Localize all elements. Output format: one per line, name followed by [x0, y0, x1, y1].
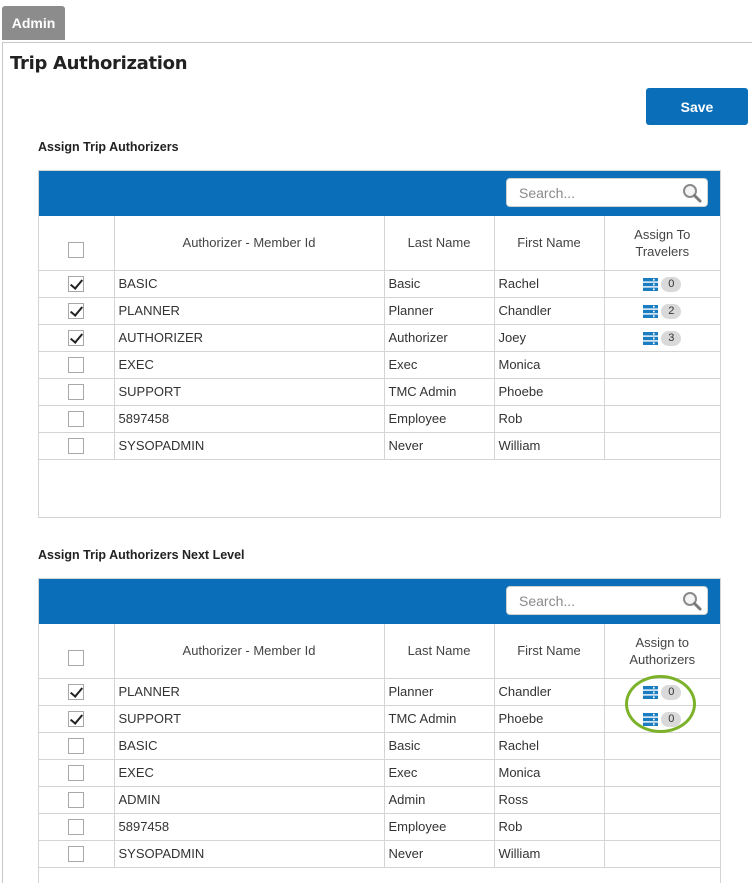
row-checkbox-cell [39, 405, 114, 432]
assign-cell [604, 786, 720, 813]
row-checkbox-cell [39, 432, 114, 459]
assign-cell [604, 324, 720, 351]
table-row [39, 813, 720, 840]
assign-button[interactable] [643, 304, 681, 319]
last-name-cell: TMC Admin [384, 705, 494, 732]
search-icon[interactable] [681, 182, 703, 204]
row-checkbox-cell [39, 324, 114, 351]
last-name-cell: Exec [384, 351, 494, 378]
column-header-member-id[interactable]: Authorizer - Member Id [114, 624, 384, 678]
member-id-cell: EXEC [114, 759, 384, 786]
first-name-cell: Rob [494, 405, 604, 432]
member-id-cell: BASIC [114, 270, 384, 297]
admin-tab[interactable]: Admin [2, 6, 65, 40]
section-title-next-level: Assign Trip Authorizers Next Level [38, 548, 245, 562]
row-checkbox[interactable] [68, 711, 84, 727]
first-name-cell: Rachel [494, 270, 604, 297]
column-header-first-name[interactable]: First Name [494, 624, 604, 678]
assign-cell [604, 378, 720, 405]
row-checkbox-cell [39, 378, 114, 405]
row-checkbox[interactable] [68, 438, 84, 454]
search-box [506, 586, 708, 615]
row-checkbox[interactable] [68, 330, 84, 346]
table-header-row [39, 216, 720, 270]
trip-authorizers-grid [38, 170, 721, 518]
authorizers-table [39, 216, 720, 460]
row-checkbox[interactable] [68, 384, 84, 400]
member-id-cell: SYSOPADMIN [114, 432, 384, 459]
table-row [39, 432, 720, 459]
first-name-cell: Phoebe [494, 378, 604, 405]
last-name-cell: Employee [384, 813, 494, 840]
grid-toolbar [39, 579, 720, 624]
assign-cell [604, 705, 720, 732]
assign-button[interactable] [643, 277, 681, 292]
row-checkbox[interactable] [68, 846, 84, 862]
last-name-cell: Planner [384, 297, 494, 324]
first-name-cell: Joey [494, 324, 604, 351]
member-id-cell: ADMIN [114, 786, 384, 813]
first-name-cell: Monica [494, 759, 604, 786]
last-name-cell: Planner [384, 678, 494, 705]
header-checkbox-cell [39, 624, 114, 678]
row-checkbox-cell [39, 270, 114, 297]
table-row [39, 270, 720, 297]
row-checkbox-cell [39, 840, 114, 867]
assign-cell [604, 759, 720, 786]
row-checkbox-cell [39, 786, 114, 813]
first-name-cell: Chandler [494, 678, 604, 705]
save-button[interactable]: Save [646, 88, 748, 125]
assign-cell [604, 351, 720, 378]
assign-cell [604, 840, 720, 867]
assign-cell [604, 813, 720, 840]
column-header-first-name[interactable]: First Name [494, 216, 604, 270]
row-checkbox[interactable] [68, 684, 84, 700]
row-checkbox-cell [39, 297, 114, 324]
column-header-assign-travelers[interactable]: Assign To Travelers [604, 216, 720, 270]
next-level-table [39, 624, 720, 868]
last-name-cell: Basic [384, 270, 494, 297]
member-id-cell: BASIC [114, 732, 384, 759]
assign-button[interactable] [643, 712, 681, 727]
first-name-cell: Ross [494, 786, 604, 813]
last-name-cell: Basic [384, 732, 494, 759]
first-name-cell: Chandler [494, 297, 604, 324]
assign-cell [604, 732, 720, 759]
column-header-last-name[interactable]: Last Name [384, 216, 494, 270]
table-row [39, 678, 720, 705]
last-name-cell: Never [384, 840, 494, 867]
row-checkbox[interactable] [68, 765, 84, 781]
select-all-checkbox[interactable] [68, 242, 84, 258]
count-badge: 2 [661, 304, 681, 319]
first-name-cell: Phoebe [494, 705, 604, 732]
assign-cell [604, 432, 720, 459]
grid-empty-area [39, 460, 720, 517]
list-icon [643, 686, 658, 699]
first-name-cell: Rachel [494, 732, 604, 759]
table-row [39, 732, 720, 759]
search-box [506, 178, 708, 207]
table-row [39, 351, 720, 378]
last-name-cell: Never [384, 432, 494, 459]
row-checkbox[interactable] [68, 357, 84, 373]
member-id-cell: 5897458 [114, 813, 384, 840]
last-name-cell: Admin [384, 786, 494, 813]
table-row [39, 297, 720, 324]
member-id-cell: PLANNER [114, 297, 384, 324]
row-checkbox[interactable] [68, 276, 84, 292]
member-id-cell: AUTHORIZER [114, 324, 384, 351]
assign-cell [604, 297, 720, 324]
list-icon [643, 332, 658, 345]
last-name-cell: Exec [384, 759, 494, 786]
assign-button[interactable] [643, 331, 681, 346]
assign-cell [604, 678, 720, 705]
table-row [39, 759, 720, 786]
first-name-cell: Rob [494, 813, 604, 840]
first-name-cell: William [494, 840, 604, 867]
assign-cell [604, 405, 720, 432]
last-name-cell: Authorizer [384, 324, 494, 351]
next-level-grid [38, 578, 721, 883]
table-row [39, 324, 720, 351]
list-icon [643, 305, 658, 318]
column-header-member-id[interactable]: Authorizer - Member Id [114, 216, 384, 270]
search-icon[interactable] [681, 590, 703, 612]
member-id-cell: EXEC [114, 351, 384, 378]
row-checkbox[interactable] [68, 792, 84, 808]
row-checkbox[interactable] [68, 819, 84, 835]
assign-button[interactable] [643, 685, 681, 700]
table-row [39, 786, 720, 813]
list-icon [643, 713, 658, 726]
list-icon [643, 278, 658, 291]
last-name-cell: TMC Admin [384, 378, 494, 405]
table-header-row [39, 624, 720, 678]
column-header-assign-authorizers[interactable]: Assign to Authorizers [604, 624, 720, 678]
count-badge: 0 [661, 277, 681, 292]
row-checkbox-cell [39, 678, 114, 705]
grid-toolbar [39, 171, 720, 216]
row-checkbox[interactable] [68, 738, 84, 754]
header-checkbox-cell [39, 216, 114, 270]
table-row [39, 405, 720, 432]
count-badge: 0 [661, 712, 681, 727]
assign-cell [604, 270, 720, 297]
table-row [39, 840, 720, 867]
table-row [39, 378, 720, 405]
row-checkbox-cell [39, 351, 114, 378]
select-all-checkbox[interactable] [68, 650, 84, 666]
member-id-cell: PLANNER [114, 678, 384, 705]
last-name-cell: Employee [384, 405, 494, 432]
column-header-last-name[interactable]: Last Name [384, 624, 494, 678]
section-title-trip-authorizers: Assign Trip Authorizers [38, 140, 179, 154]
table-row [39, 705, 720, 732]
search-input[interactable] [507, 179, 672, 206]
row-checkbox[interactable] [68, 303, 84, 319]
search-input[interactable] [507, 587, 672, 614]
page-title: Trip Authorization [10, 53, 188, 74]
member-id-cell: 5897458 [114, 405, 384, 432]
member-id-cell: SUPPORT [114, 378, 384, 405]
row-checkbox-cell [39, 759, 114, 786]
first-name-cell: William [494, 432, 604, 459]
first-name-cell: Monica [494, 351, 604, 378]
member-id-cell: SUPPORT [114, 705, 384, 732]
row-checkbox[interactable] [68, 411, 84, 427]
row-checkbox-cell [39, 705, 114, 732]
member-id-cell: SYSOPADMIN [114, 840, 384, 867]
row-checkbox-cell [39, 813, 114, 840]
count-badge: 0 [661, 685, 681, 700]
row-checkbox-cell [39, 732, 114, 759]
count-badge: 3 [661, 331, 681, 346]
